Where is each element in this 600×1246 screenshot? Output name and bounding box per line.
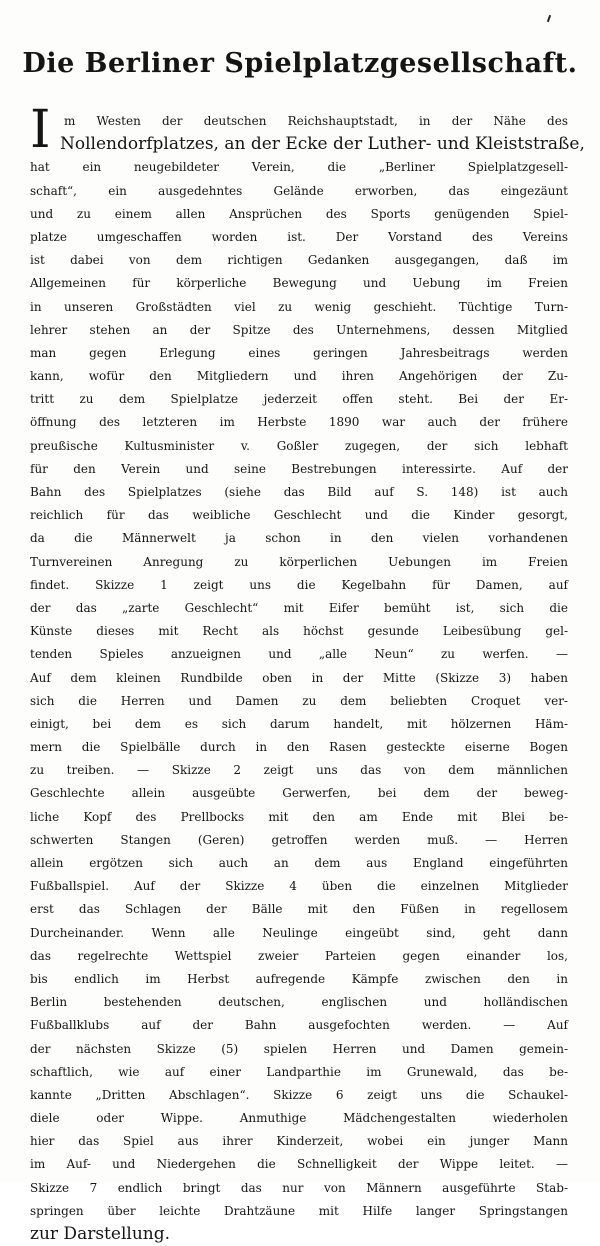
article-line: bis endlich im Herbst aufregende Kämpfe zwischen den in — [30, 971, 568, 986]
article-line: kannte „Dritten Abschlagen“. Skizze 6 zeigt uns die Schaukel- — [30, 1087, 568, 1102]
article-line: sich die Herren und Damen zu dem beliebten Croquet ver- — [30, 693, 568, 708]
article-line: man gegen Erlegung eines geringen Jahresbeitrags werden — [30, 345, 568, 360]
article-line: mern die Spielbälle durch in den Rasen gesteckte eiserne Bogen — [30, 740, 568, 755]
article-line: in unseren Großstädten viel zu wenig geschieht. Tüchtige Turn- — [30, 299, 568, 314]
article-line: reichlich für das weibliche Geschlecht und die Kinder gesorgt, — [30, 508, 568, 523]
first-line-text: m Westen der deutschen Reichshauptstadt, in der Nähe des — [64, 114, 568, 128]
article-line: im Auf- und Niedergehen die Schnelligkeit der Wippe leitet. — — [30, 1157, 568, 1172]
article-line: der nächsten Skizze (5) spielen Herren und Damen gemein- — [30, 1041, 568, 1056]
article-line: Bahn des Spielplatzes (siehe das Bild auf S. 148) ist auch — [30, 485, 568, 499]
article-line: und zu einem allen Ansprüchen des Sports genügenden Spiel- — [30, 206, 568, 221]
article-line: allein ergötzen sich auch an dem aus England eingeführten — [30, 856, 568, 870]
article-line: Berlin bestehenden deutschen, englischen und holländischen — [30, 995, 568, 1010]
article-line: liche Kopf des Prellbocks mit den am Ende mit Blei be- — [30, 809, 568, 824]
article-line: kann, wofür den Mitgliedern und ihren Angehörigen der Zu- — [30, 369, 568, 384]
article-line: Nollendorfplatzes, an der Ecke der Luther- und Kleiststraße, — [60, 134, 585, 155]
article-line: zur Darstellung. — [30, 1224, 171, 1244]
article-line: diele oder Wippe. Anmuthige Mädchengestalten wiederholen — [30, 1111, 568, 1126]
article-line: da die Männerwelt ja schon in den vielen vorhandenen — [30, 531, 568, 546]
print-speck — [547, 15, 551, 22]
article-line: Allgemeinen für körperliche Bewegung und Uebung im Freien — [30, 276, 568, 291]
article-line: Fußballspiel. Auf der Skizze 4 üben die einzelnen Mitglieder — [30, 879, 568, 894]
article-line: öffnung des letzteren im Herbste 1890 war auch der frühere — [30, 415, 568, 430]
article-line: findet. Skizze 1 zeigt uns die Kegelbahn für Damen, auf — [30, 577, 568, 592]
article-line: Auf dem kleinen Rundbilde oben in der Mitte (Skizze 3) haben — [30, 670, 568, 685]
article-line: für den Verein und seine Bestrebungen interessirte. Auf der — [30, 461, 568, 476]
article-line: hat ein neugebildeter Verein, die „Berliner Spielplatzgesell- — [30, 160, 568, 175]
article-line: schaftlich, wie auf einer Landparthie im Grunewald, das be- — [30, 1064, 568, 1079]
article-line: Skizze 7 endlich bringt das nur von Männern ausgeführte Stab- — [30, 1180, 568, 1195]
article-line: Durcheinander. Wenn alle Neulinge eingeübt sind, geht dann — [30, 925, 568, 940]
article-line: Fußballklubs auf der Bahn ausgefochten werden. — Auf — [30, 1018, 568, 1033]
article-line: zu treiben. — Skizze 2 zeigt uns das von dem männlichen — [30, 763, 568, 778]
article-line: platze umgeschaffen worden ist. Der Vorstand des Vereins — [30, 229, 568, 244]
article-title: Die Berliner Spielplatzgesellschaft. — [22, 48, 578, 79]
article-line: Geschlechte allein ausgeübte Gerwerfen, bei dem der beweg- — [30, 786, 568, 801]
article-line: erst das Schlagen der Bälle mit den Füßen in regellosem — [30, 902, 568, 917]
article-body — [30, 100, 585, 1246]
article-line: einigt, bei dem es sich darum handelt, mit hölzernen Häm- — [30, 716, 568, 731]
article-line: springen über leichte Drahtzäune mit Hilfe langer Springstangen — [30, 1203, 568, 1218]
article-line: der das „zarte Geschlecht“ mit Eifer bemüht ist, sich die — [30, 600, 568, 615]
article-line: lehrer stehen an der Spitze des Unternehmens, dessen Mitglied — [30, 322, 568, 337]
article-line: tritt zu dem Spielplatze jederzeit offen steht. Bei der Er- — [30, 392, 568, 407]
article-line: tenden Spieles anzueignen und „alle Neun“ zu werfen. — — [30, 647, 568, 662]
drop-cap: I — [30, 100, 51, 160]
article-line: Künste dieses mit Recht als höchst gesunde Leibesübung gel- — [30, 624, 568, 639]
article-line: das regelrechte Wettspiel zweier Parteien gegen einander los, — [30, 948, 568, 963]
article-line: preußische Kultusminister v. Goßler zugegen, der sich lebhaft — [30, 438, 568, 453]
article-line: schaft“, ein ausgedehntes Gelände erworben, das eingezäunt — [30, 183, 568, 198]
article-line: hier das Spiel aus ihrer Kinderzeit, wobei ein junger Mann — [30, 1134, 568, 1149]
article-line: ist dabei von dem richtigen Gedanken ausgegangen, daß im — [30, 253, 568, 268]
article-line: Turnvereinen Anregung zu körperlichen Uebungen im Freien — [30, 554, 568, 569]
article-line: schwerten Stangen (Geren) getroffen werden muß. — Herren — [30, 832, 568, 847]
